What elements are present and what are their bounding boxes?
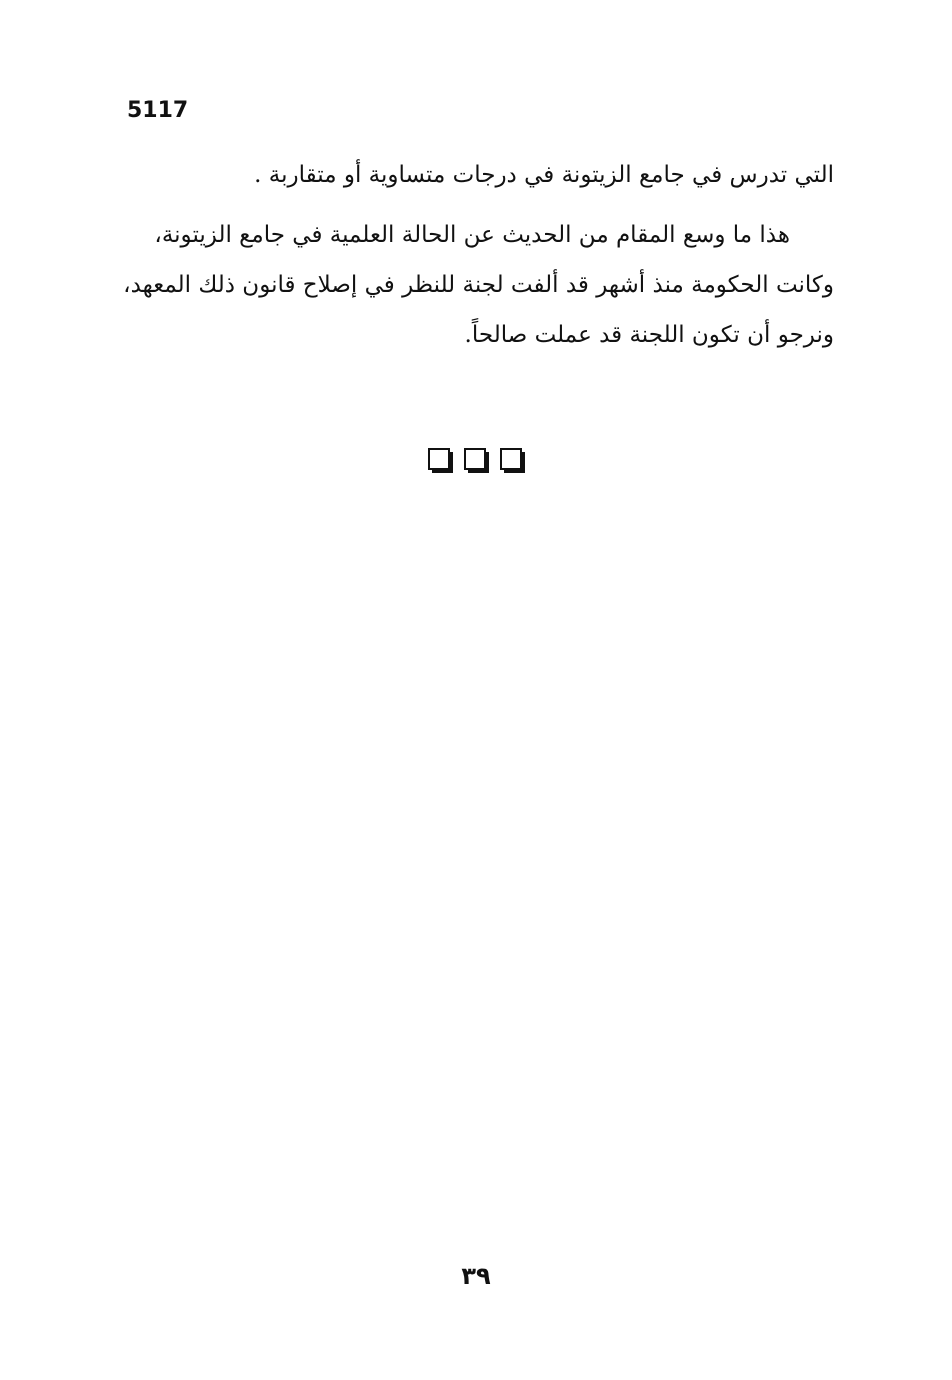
square-icon: [500, 448, 522, 470]
section-separator-icon: [428, 448, 533, 472]
page-number: ٣٩: [461, 1262, 491, 1290]
body-text: [118, 150, 834, 360]
paragraph-2-line-3: ونرجو أن تكون اللجنة قد عملت صالحاً.: [464, 322, 834, 348]
page-id-label: 5117: [127, 98, 189, 123]
square-icon: [464, 448, 486, 470]
paragraph-1-line-1: التي تدرس في جامع الزيتونة في درجات متساوية أو متقاربة .: [254, 162, 834, 188]
square-icon: [428, 448, 450, 470]
paragraph-2-line-1: هذا ما وسع المقام من الحديث عن الحالة العلمية في جامع الزيتونة،: [154, 222, 790, 248]
paragraph-2-line-2: وكانت الحكومة منذ أشهر قد ألفت لجنة للنظر في إصلاح قانون ذلك المعهد،: [123, 272, 834, 298]
